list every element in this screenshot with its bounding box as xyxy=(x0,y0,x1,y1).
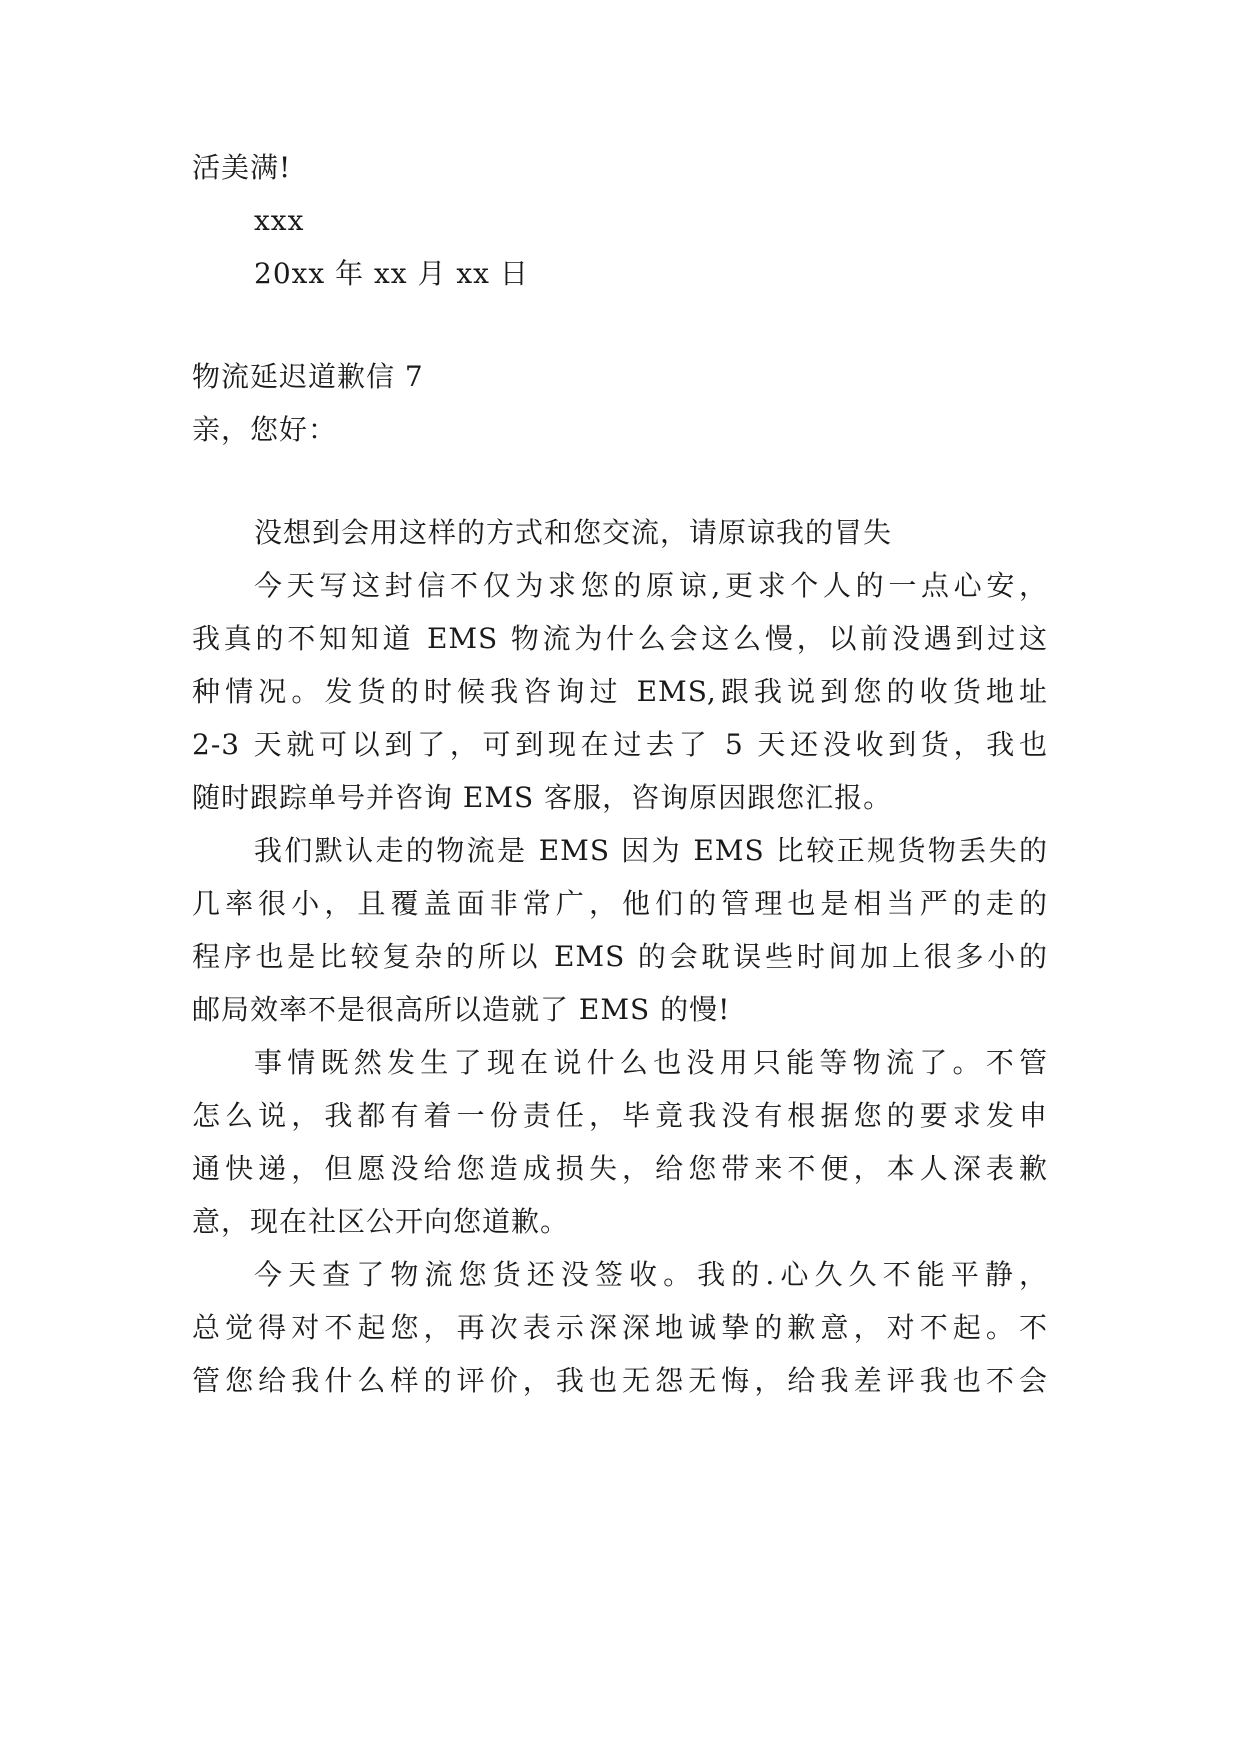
body-line: 意，现在社区公开向您道歉。 xyxy=(192,1205,570,1238)
body-line: 程序也是比较复杂的所以 EMS 的会耽误些时间加上很多小的 xyxy=(192,940,1048,973)
greeting: 亲，您好： xyxy=(192,413,338,446)
signature: xxx xyxy=(254,204,305,237)
body-line: 种情况。发货的时候我咨询过 EMS,跟我说到您的收货地址 xyxy=(192,675,1048,708)
body-line: 随时跟踪单号并咨询 EMS 客服，咨询原因跟您汇报。 xyxy=(192,781,893,814)
closing-fragment: 活美满! xyxy=(192,151,292,184)
body-line: 我真的不知知道 EMS 物流为什么会这么慢，以前没遇到过这 xyxy=(192,622,1048,655)
letter-title: 物流延迟道歉信 7 xyxy=(192,360,424,393)
letter-date: 20xx 年 xx 月 xx 日 xyxy=(254,257,529,290)
body-line: 事情既然发生了现在说什么也没用只能等物流了。不管 xyxy=(254,1046,1048,1079)
body-line: 没想到会用这样的方式和您交流，请原谅我的冒失 xyxy=(254,516,893,549)
body-line: 今天写这封信不仅为求您的原谅,更求个人的一点心安， xyxy=(254,569,1048,602)
body-line: 总觉得对不起您，再次表示深深地诚挚的歉意，对不起。不 xyxy=(192,1311,1048,1344)
body-line: 管您给我什么样的评价，我也无怨无悔，给我差评我也不会 xyxy=(192,1364,1048,1397)
body-line: 几率很小，且覆盖面非常广，他们的管理也是相当严的走的 xyxy=(192,887,1048,920)
body-line: 2-3 天就可以到了，可到现在过去了 5 天还没收到货，我也 xyxy=(192,728,1048,761)
body-line: 今天查了物流您货还没签收。我的.心久久不能平静， xyxy=(254,1258,1048,1291)
body-line: 通快递，但愿没给您造成损失，给您带来不便，本人深表歉 xyxy=(192,1152,1048,1185)
body-line: 怎么说，我都有着一份责任，毕竟我没有根据您的要求发申 xyxy=(192,1099,1048,1132)
body-line: 我们默认走的物流是 EMS 因为 EMS 比较正规货物丢失的 xyxy=(254,834,1048,867)
body-line: 邮局效率不是很高所以造就了 EMS 的慢! xyxy=(192,993,731,1026)
